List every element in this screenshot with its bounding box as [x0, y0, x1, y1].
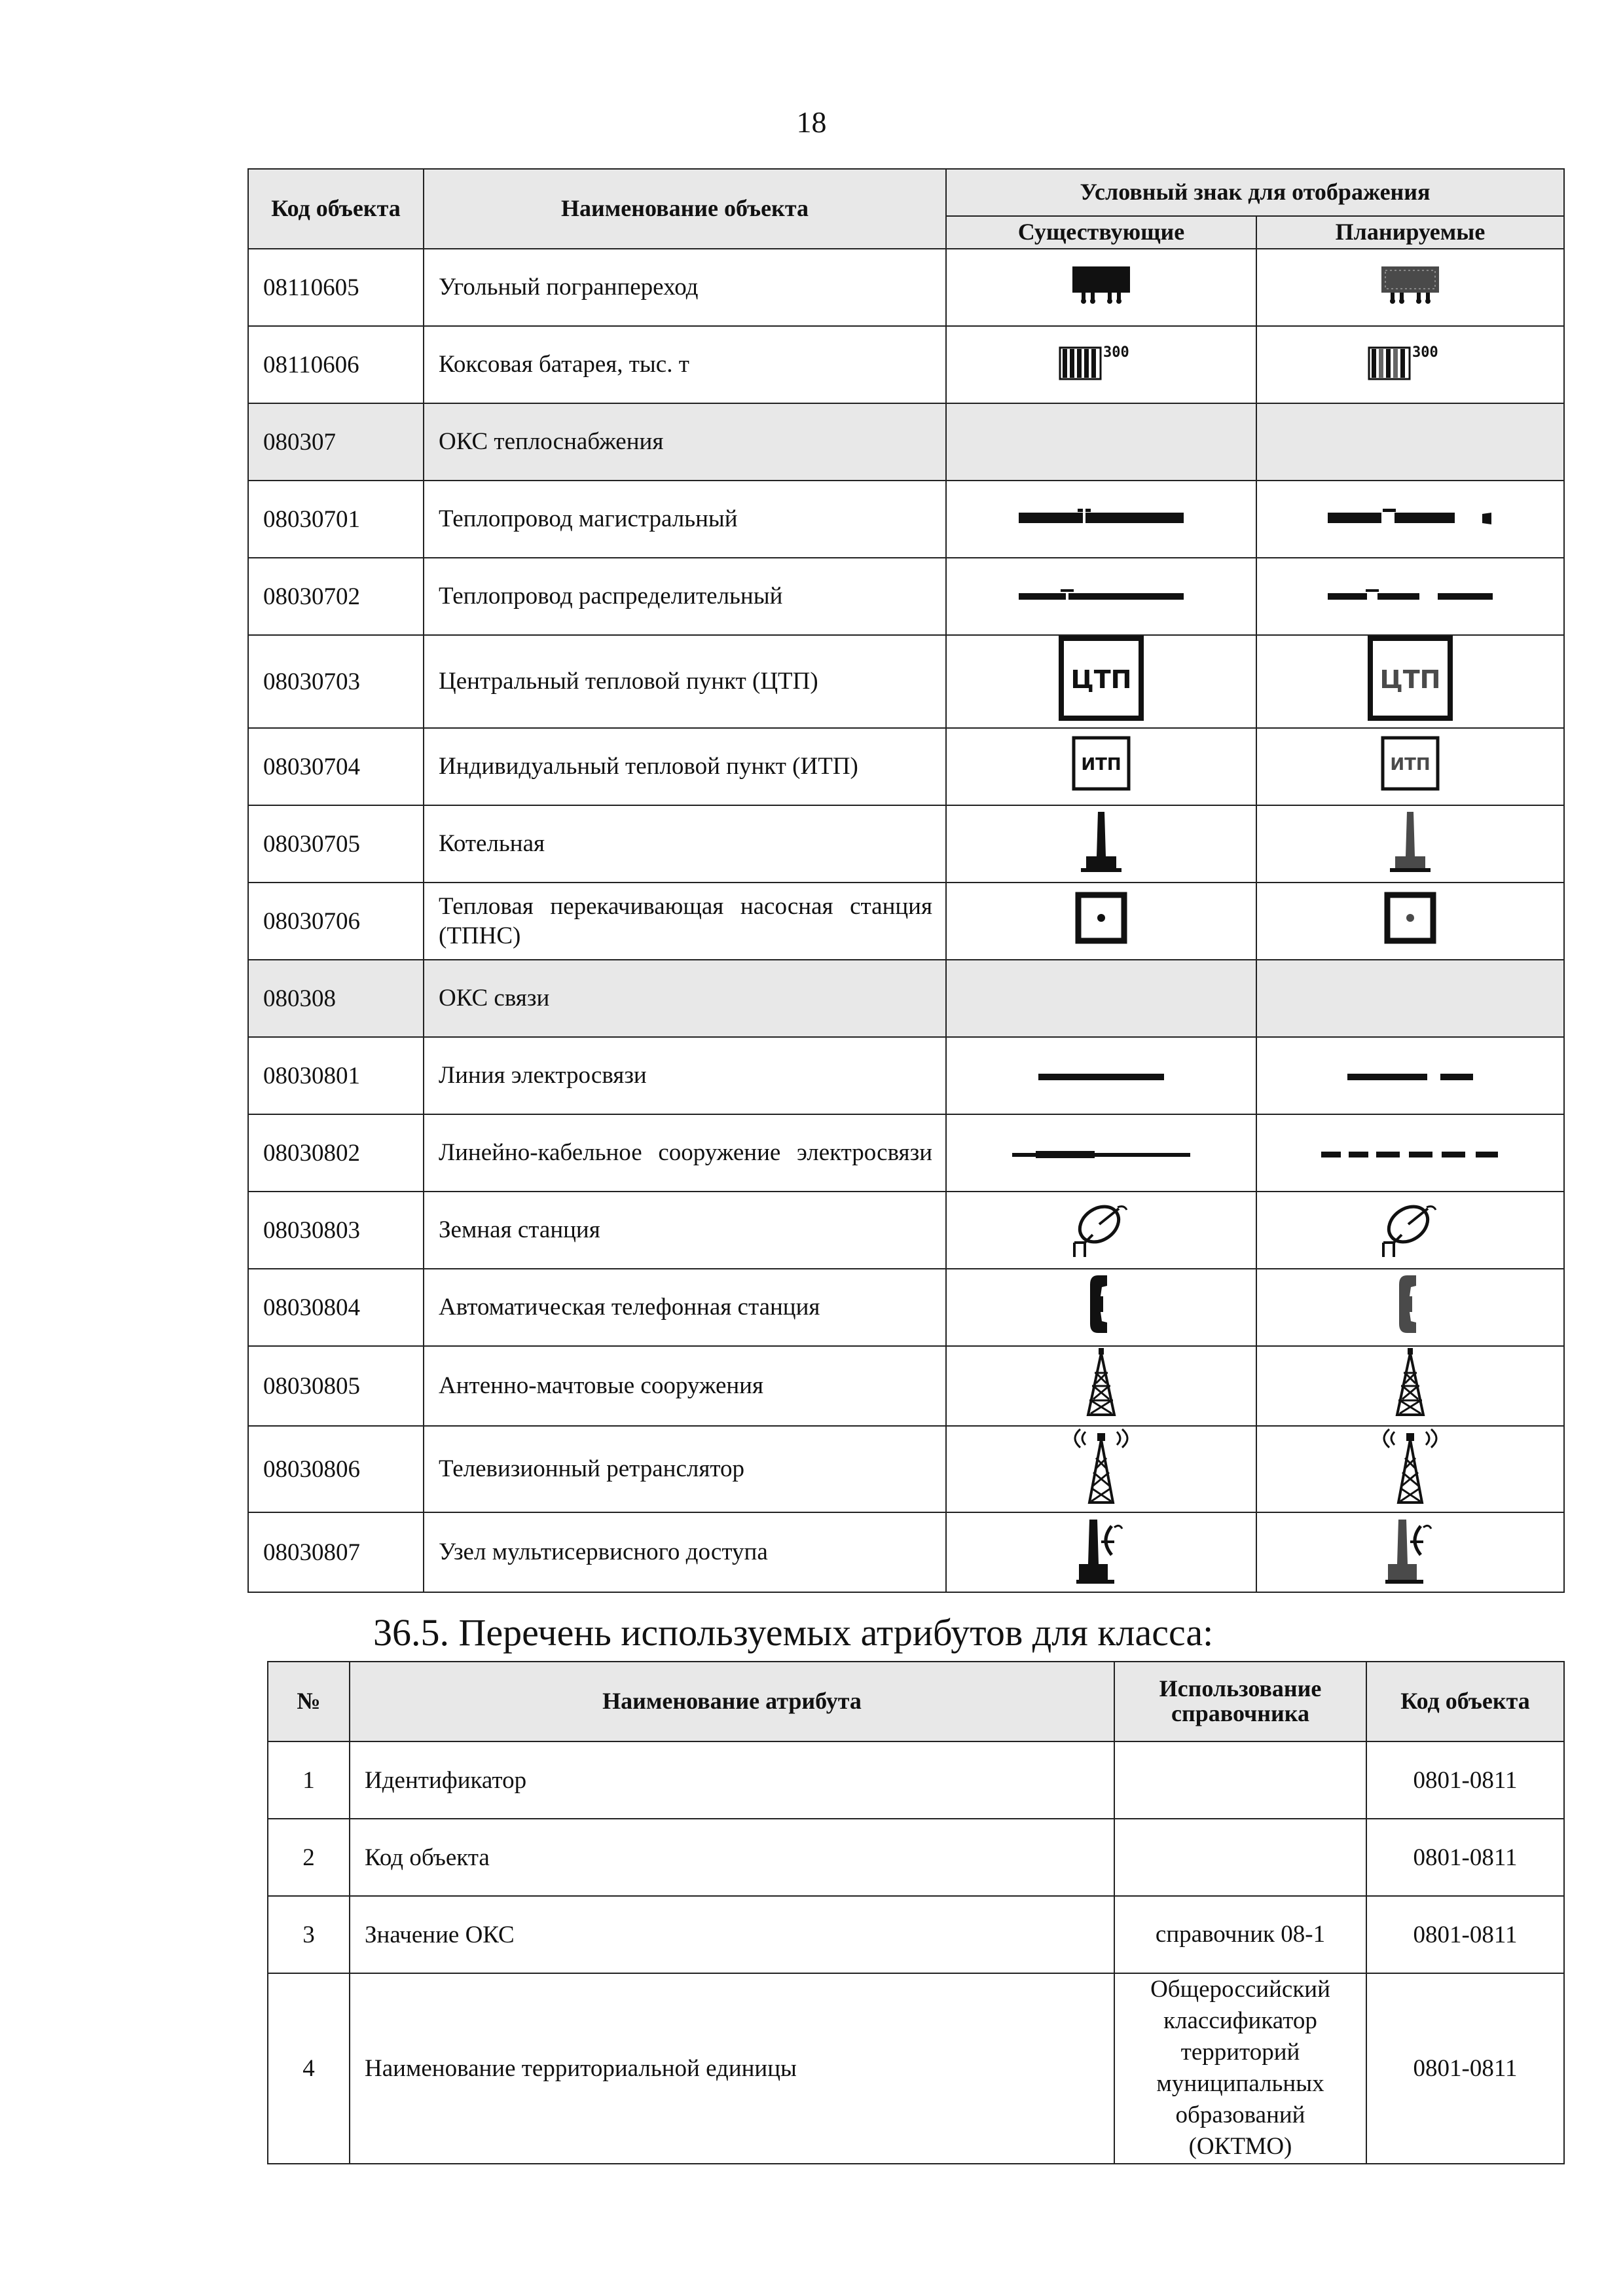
object-code: 08030704 [248, 728, 424, 805]
table-row [248, 558, 1564, 635]
individual-heat-point-icon [1381, 736, 1440, 791]
table-row [268, 1819, 1564, 1896]
antenna-mast-icon [1392, 1347, 1429, 1419]
tv-relay-icon [1062, 1427, 1140, 1505]
boiler-house-icon [1078, 808, 1124, 873]
object-name: Автоматическая телефонная станция [424, 1269, 946, 1346]
table-row [248, 249, 1564, 326]
attr-num: 1 [268, 1741, 350, 1819]
header-existing: Существующие [946, 216, 1256, 249]
table-row [248, 728, 1564, 805]
symbol-planned [1256, 326, 1564, 403]
object-name: Земная станция [424, 1192, 946, 1269]
attr-name: Идентификатор [350, 1741, 1114, 1819]
object-name: Антенно-мачтовые сооружения [424, 1346, 946, 1426]
symbol-planned [1256, 481, 1564, 558]
railcar-icon [1068, 264, 1134, 304]
object-name: Котельная [424, 805, 946, 883]
table-row [248, 883, 1564, 960]
symbol-planned [1256, 1512, 1564, 1592]
symbol-planned [1256, 1426, 1564, 1512]
svg-text:300: 300 [1103, 344, 1129, 361]
object-code: 08110606 [248, 326, 424, 403]
header-code: Код объекта [248, 169, 424, 249]
header-num: № [268, 1662, 350, 1741]
symbol-existing [946, 1114, 1256, 1192]
object-name: Теплопровод магистральный [424, 481, 946, 558]
object-name: Телевизионный ретранслятор [424, 1426, 946, 1512]
symbol-existing [946, 635, 1256, 728]
table-row [248, 635, 1564, 728]
attr-name: Значение ОКС [350, 1896, 1114, 1973]
telephone-handset-icon [1394, 1271, 1427, 1337]
attr-object-code: 0801-0811 [1366, 1819, 1564, 1896]
object-code: 08030807 [248, 1512, 424, 1592]
pumping-station-icon [1384, 892, 1436, 944]
header-attr-name: Наименование атрибута [350, 1662, 1114, 1741]
attr-name: Наименование территориальной единицы [350, 1973, 1114, 2164]
svg-text:ИТП: ИТП [1390, 755, 1431, 774]
header-symbol-group: Условный знак для отображения [946, 169, 1564, 216]
object-code: 08110605 [248, 249, 424, 326]
attr-reference [1114, 1819, 1366, 1896]
table-row [268, 1973, 1564, 2164]
table-row [248, 326, 1564, 403]
symbols-table [247, 168, 1565, 1593]
main-heat-pipe-line-icon [1325, 507, 1495, 527]
header-ref: Использование справочника [1114, 1662, 1366, 1741]
svg-text:ИТП: ИТП [1081, 755, 1122, 774]
symbol-planned [1256, 403, 1564, 481]
symbol-planned [1256, 883, 1564, 960]
distribution-heat-pipe-line-icon [1325, 587, 1495, 604]
symbol-planned [1256, 635, 1564, 728]
table-row [248, 805, 1564, 883]
object-code: 08030802 [248, 1114, 424, 1192]
symbol-planned [1256, 558, 1564, 635]
symbol-existing [946, 1269, 1256, 1346]
symbol-planned [1256, 960, 1564, 1037]
central-heat-point-icon [1368, 636, 1453, 721]
cable-line-icon [1010, 1148, 1193, 1161]
multiservice-node-icon [1075, 1513, 1127, 1585]
attr-object-code: 0801-0811 [1366, 1973, 1564, 2164]
table-row [248, 1346, 1564, 1426]
svg-text:300: 300 [1412, 344, 1438, 361]
attr-object-code: 0801-0811 [1366, 1741, 1564, 1819]
symbol-existing [946, 728, 1256, 805]
object-code: 08030805 [248, 1346, 424, 1426]
symbol-existing [946, 249, 1256, 326]
symbol-existing [946, 805, 1256, 883]
object-code: 08030701 [248, 481, 424, 558]
symbol-existing [946, 1512, 1256, 1592]
attr-reference: справочник 08-1 [1114, 1896, 1366, 1973]
table-row [268, 1741, 1564, 1819]
attr-num: 2 [268, 1819, 350, 1896]
object-code: 08030702 [248, 558, 424, 635]
svg-text:ЦТП: ЦТП [1070, 665, 1132, 694]
page-number: 18 [796, 105, 827, 139]
tv-relay-icon [1371, 1427, 1450, 1505]
header-planned: Планируемые [1256, 216, 1564, 249]
object-name: Теплопровод распределительный [424, 558, 946, 635]
header-name: Наименование объекта [424, 169, 946, 249]
pumping-station-icon [1075, 892, 1127, 944]
object-code: 08030806 [248, 1426, 424, 1512]
symbol-existing [946, 481, 1256, 558]
satellite-dish-icon [1065, 1194, 1137, 1260]
attr-num: 3 [268, 1896, 350, 1973]
main-heat-pipe-line-icon [1016, 507, 1186, 527]
symbol-existing [946, 403, 1256, 481]
svg-text:ЦТП: ЦТП [1379, 665, 1441, 694]
table-row [248, 1269, 1564, 1346]
symbol-planned [1256, 1114, 1564, 1192]
object-code: 08030801 [248, 1037, 424, 1114]
symbol-existing [946, 960, 1256, 1037]
table-row [248, 1037, 1564, 1114]
section-title: 36.5. Перечень используемых атрибутов для класса: [373, 1611, 1214, 1654]
railcar-icon [1377, 264, 1443, 304]
attr-object-code: 0801-0811 [1366, 1896, 1564, 1973]
group-row [248, 960, 1564, 1037]
object-code: 08030803 [248, 1192, 424, 1269]
object-name: Тепловая перекачивающая насосная станция (ТПНС) [424, 883, 946, 960]
symbol-existing [946, 883, 1256, 960]
symbol-planned [1256, 1346, 1564, 1426]
table-row [248, 1426, 1564, 1512]
symbol-planned [1256, 1037, 1564, 1114]
object-code: 08030706 [248, 883, 424, 960]
symbol-existing [946, 326, 1256, 403]
boiler-house-icon [1387, 808, 1433, 873]
table-row [248, 1512, 1564, 1592]
attr-reference [1114, 1741, 1366, 1819]
object-code: 080308 [248, 960, 424, 1037]
symbol-planned [1256, 1269, 1564, 1346]
object-code: 08030705 [248, 805, 424, 883]
object-name: Узел мультисервисного доступа [424, 1512, 946, 1592]
individual-heat-point-icon [1072, 736, 1131, 791]
satellite-dish-icon [1374, 1194, 1446, 1260]
object-name: Индивидуальный тепловой пункт (ИТП) [424, 728, 946, 805]
symbol-existing [946, 1192, 1256, 1269]
object-name: Коксовая батарея, тыс. т [424, 326, 946, 403]
object-name: ОКС связи [424, 960, 946, 1037]
symbol-existing [946, 1037, 1256, 1114]
central-heat-point-icon [1059, 636, 1144, 721]
symbol-planned [1256, 249, 1564, 326]
group-row [248, 403, 1564, 481]
table-row [248, 1192, 1564, 1269]
symbol-existing [946, 1426, 1256, 1512]
table-row [268, 1896, 1564, 1973]
symbol-planned [1256, 805, 1564, 883]
object-name: ОКС теплоснабжения [424, 403, 946, 481]
object-name: Угольный погранпереход [424, 249, 946, 326]
symbol-existing [946, 558, 1256, 635]
attributes-table [267, 1661, 1565, 2164]
telecom-line-icon [1036, 1070, 1167, 1084]
coke-battery-icon [1059, 341, 1144, 382]
attr-name: Код объекта [350, 1819, 1114, 1896]
object-name: Линейно-кабельное сооружение электросвязи [424, 1114, 946, 1192]
object-name: Линия электросвязи [424, 1037, 946, 1114]
header-attr-code: Код объекта [1366, 1662, 1564, 1741]
table-row [248, 481, 1564, 558]
symbol-planned [1256, 728, 1564, 805]
telephone-handset-icon [1085, 1271, 1118, 1337]
table-row [248, 1114, 1564, 1192]
attr-reference: Общероссийский классификатор территорий муниципальных образований (ОКТМО) [1114, 1973, 1366, 2164]
cable-line-icon [1319, 1148, 1502, 1161]
antenna-mast-icon [1083, 1347, 1120, 1419]
symbol-planned [1256, 1192, 1564, 1269]
symbol-existing [946, 1346, 1256, 1426]
object-code: 080307 [248, 403, 424, 481]
object-code: 08030804 [248, 1269, 424, 1346]
distribution-heat-pipe-line-icon [1016, 587, 1186, 604]
object-code: 08030703 [248, 635, 424, 728]
coke-battery-icon [1368, 341, 1453, 382]
telecom-line-icon [1345, 1070, 1476, 1084]
object-name: Центральный тепловой пункт (ЦТП) [424, 635, 946, 728]
attr-num: 4 [268, 1973, 350, 2164]
multiservice-node-icon [1384, 1513, 1436, 1585]
